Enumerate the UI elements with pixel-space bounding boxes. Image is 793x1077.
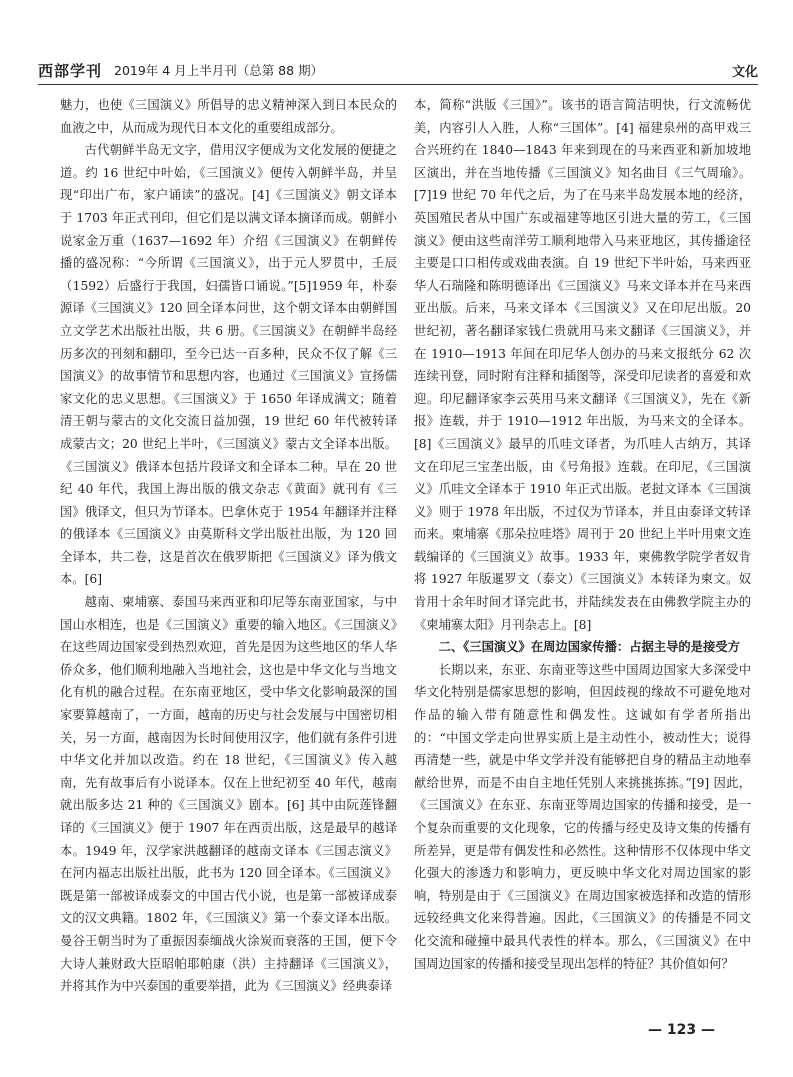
paragraph: 魅力，也使《三国演义》所倡导的忠义精神深入到日本民众的血液之中，从而成为现代日本文化的重要组成部分。 (60, 98, 397, 135)
right-column (414, 94, 751, 975)
header-rule (38, 84, 758, 85)
left-column (60, 94, 397, 998)
paragraph: 本，简称“洪版《三国》”。该书的语言简洁明快，行文流畅优美，内容引人入胜，人称“三国体”。[4] 福建泉州的高甲戏三合兴班约在 1840—1843 年来到现在的马来西亚和新加坡地区演出，并在当地传播《三国演义》知名曲目《三气周瑜》。[7]19 世纪 70 年代之后，为了在马来半岛发展本地的经济，英国殖民者从中国广东或福建等地区引进大量的劳工，《三国演义》便由这些南洋劳工顺利地带入马来亚地区，其传播途径主要是口口相传或戏曲表演。自 19 世纪下半叶始，马来西亚华人石瑞隆和陈明德译出《三国演义》马来文译本并在马来西亚出版。后来，马来文译本《三国演义》又在印尼出版。20 世纪初，著名翻译家钱仁贵就用马来文翻译《三国演义》，并在 1910—1913 年间在印尼华人创办的马来文报纸分 62 次连续刊登，同时附有注释和插图等，深受印尼读者的喜爱和欢迎。印尼翻译家李云英用马来文翻译《三国演义》，先在《新报》连载，并于 1910—1912 年出版，为马来文的全译本。[8]《三国演义》最早的爪哇文译者，为爪哇人古纳万，其译文在印尼三宝垄出版，由《号角报》连载。在印尼，《三国演义》爪哇文全译本于 1910 年正式出版。老挝文译本《三国演义》则于 1978 年出版，不过仅为节译本，并且由泰译文转译而来。柬埔寨《那朵拉哇塔》周刊于 20 世纪上半叶用柬文连载编译的《三国演义》故事。1933 年，柬佛教学院学者奴肯将 1927 年版暹罗文（泰文）《三国演义》本转译为柬文。奴肯用十余年时间才译完此书，并陆续发表在由佛教学院主办的《柬埔寨太阳》月刊杂志上。[8] (414, 98, 751, 632)
section-label: 文化 (731, 65, 758, 80)
issue-info: 2019年 4 月上半月刊（总第 88 期） (114, 63, 324, 78)
page-header (38, 60, 758, 82)
section-heading: 二、《三国演义》在周边国家传播：占据主导的是接受方 (438, 640, 740, 655)
paragraph: 古代朝鲜半岛无文字，借用汉字便成为文化发展的便捷之道。约 16 世纪中叶始，《三国演义》便传入朝鲜半岛，并呈现“印出广布，家户诵读”的盛况。[4]《三国演义》朝文译本于 1703 年正式刊印，但它们是以满文译本摘译而成。朝鲜小说家金万重（1637—1692 年）介绍《三国演义》在朝鲜传播的盛况称：“今所谓《三国演义》，出于元人罗贯中，壬辰（1592）后盛行于我国，妇孺皆口诵说。”[5]1959 年，朴泰源译《三国演义》120 回全译本问世，这个朝文译本由朝鲜国立文学艺术出版社出版，共 6 册。《三国演义》在朝鲜半岛经历多次的刊刻和翻印，至今已达一百多种，民众不仅了解《三国演义》的故事情节和思想内容，也通过《三国演义》宣扬儒家文化的忠义思想。《三国演义》于 1650 年译成满文；随着清王朝与蒙古的文化交流日益加强，19 世纪 60 年代被转译成蒙古文；20 世纪上半叶，《三国演义》蒙古文全译本出版。《三国演义》俄译本包括片段译文和全译本二种。早在 20 世纪 40 年代，我国上海出版的俄文杂志《黄面》就刊有《三国》俄译文，但只为节译本。巴拿休克于 1954 年翻译并注释的俄译本《三国演义》由莫斯科文学出版社出版，为 120 回全译本，共二卷，这是首次在俄罗斯把《三国演义》译为俄文本。[6] (60, 143, 397, 587)
paragraph: 越南、柬埔寨、泰国马来西亚和印尼等东南亚国家，与中国山水相连，也是《三国演义》重要的输入地区。《三国演义》在这些周边国家受到热烈欢迎，首先是因为这些地区的华人华侨众多，他们顺利地融入当地社会，这也是中华文化与当地文化有机的融合过程。在东南亚地区，受中华文化影响最深的国家要算越南了，一方面，越南的历史与社会发展与中国密切相关，另一方面，越南因为长时间使用汉字，他们就有条件引进中华文化并加以改造。约在 18 世纪，《三国演义》传入越南，先有故事后有小说译本。仅在上世纪初至 40 年代，越南就出版多达 21 种的《三国演义》剧本。[6] 其中由阮莲锋翻译的《三国演义》便于 1907 年在西贡出版，这是最早的越译本。1949 年，汉学家洪越翻译的越南文译本《三国志演义》在河内福志出版社出版，此书为 120 回全译本。《三国演义》既是第一部被译成泰文的中国古代小说，也是第一部被译成泰文的汉文典籍。1802 年，《三国演义》第一个泰文译本出版。曼谷王朝当时为了重振因泰缅战火涂炭而衰落的王国，便下令大诗人兼财政大臣昭帕耶帕康（洪）主持翻译《三国演义》，并将其作为中兴泰国的重要举措，此为《三国演义》经典泰译 (60, 595, 397, 994)
page-number: — 123 — (648, 1022, 715, 1038)
paragraph: 长期以来，东亚、东南亚等这些中国周边国家大多深受中华文化特别是儒家思想的影响，但因歧视的缘故不可避免地对作品的输入带有随意性和偶发性。这诚如有学者所指出的：“中国文学走向世界实质上是主动性小，被动性大；说得再清楚一些，就是中华文学并没有能够把自身的精品主动地奉献给世界，而是不由自主地任凭别人来挑挑拣拣。”[9] 因此，《三国演义》在东亚、东南亚等周边国家的传播和接受，是一个复杂而重要的文化现象，它的传播与经史及诗文集的传播有所差异，更是带有偶发性和必然性。这种情形不仅体现中华文化强大的渗透力和影响力，更反映中华文化对周边国家的影响，特别是由于《三国演义》在周边国家被选择和改造的情形远较经典文化来得普遍。因此，《三国演义》的传播是不同文化交流和碰撞中最具代表性的样本。那么，《三国演义》在中国周边国家的传播和接受呈现出怎样的特征？其价值如何？ (414, 662, 751, 971)
journal-logo: 西部学刊 (38, 62, 103, 80)
